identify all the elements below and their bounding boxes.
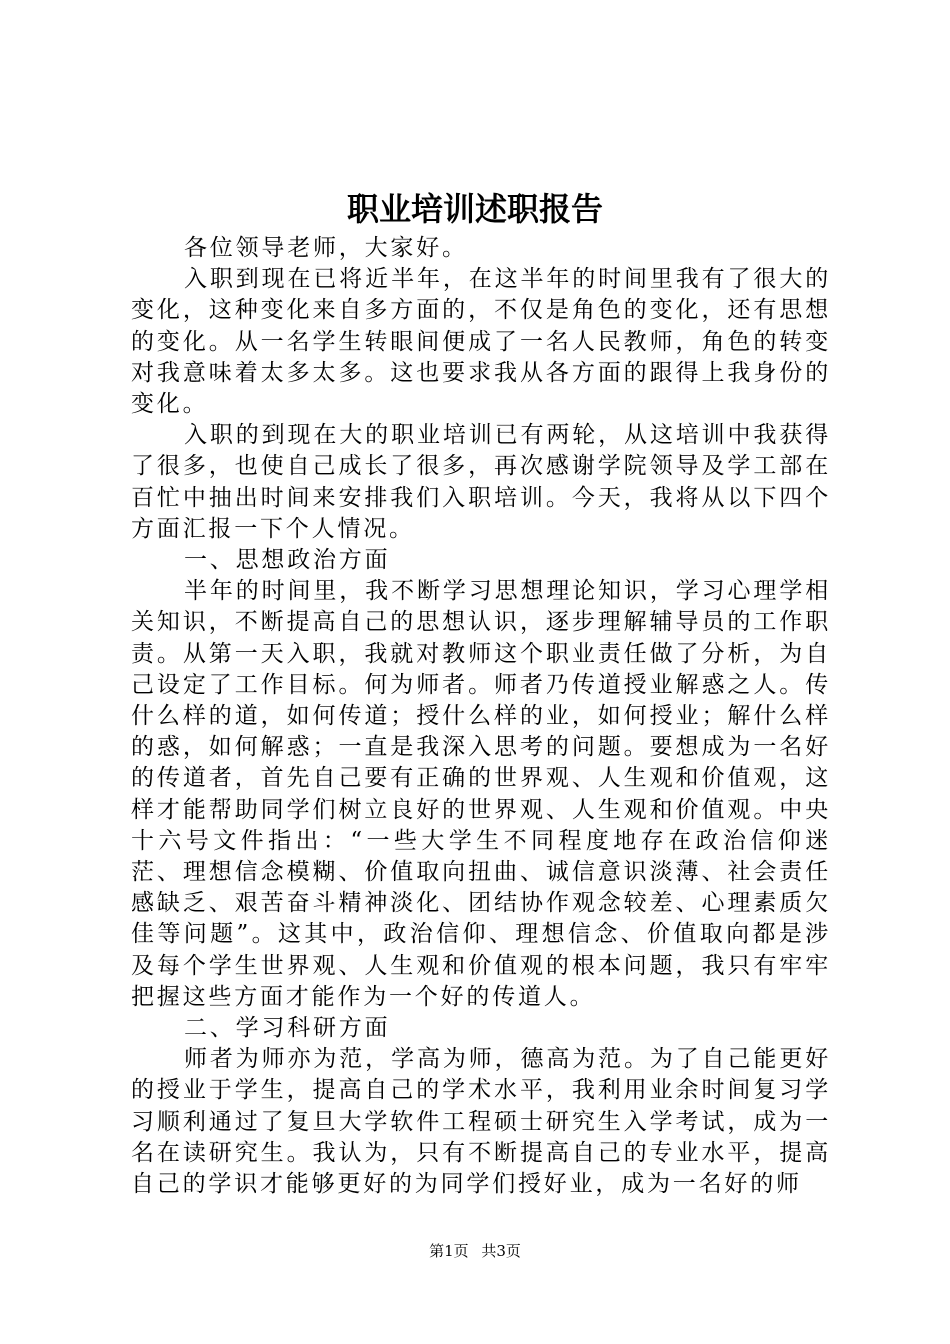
section-heading-ideology: 一、思想政治方面 <box>184 547 391 574</box>
paragraph-greeting: 各位领导老师，大家好。 <box>184 235 468 261</box>
page-footer <box>0 1241 950 1261</box>
paragraph-study: 师者为师亦为范，学高为师，德高为范。为了自己能更好的授业于学生，提高自己的学术水平，我利用业余时间复习学习顺利通过了复旦大学软件工程硕士研究生入学考试，成为一名在读研究生。我认为，只有不断提高自己的专业水平，提高自己的学识才能够更好的为同学们授好业，成为一名好的师 <box>131 1046 831 1198</box>
document-body <box>131 233 831 1200</box>
section-heading-study: 二、学习科研方面 <box>184 1015 391 1042</box>
paragraph-ideology: 半年的时间里，我不断学习思想理论知识，学习心理学相关知识，不断提高自己的思想认识，逐步理解辅导员的工作职责。从第一天入职，我就对教师这个职业责任做了分析，为自己设定了工作目标。何为师者。师者乃传道授业解惑之人。传什么样的道，如何传道；授什么样的业，如何授业；解什么样的惑，如何解惑；一直是我深入思考的问题。要想成为一名好的传道者，首先自己要有正确的世界观、人生观和价值观，这样才能帮助同学们树立良好的世界观、人生观和价值观。中央十六号文件指出：“一些大学生不同程度地存在政治信仰迷茫、理想信念模糊、价值取向扭曲、诚信意识淡薄、社会责任感缺乏、艰苦奋斗精神淡化、团结协作观念较差、心理素质欠佳等问题”。这其中，政治信仰、理想信念、价值取向都是涉及每个学生世界观、人生观和价值观的根本问题，我只有牢牢把握这些方面才能作为一个好的传道人。 <box>131 578 831 1010</box>
document-title: 职业培训述职报告 <box>346 190 603 228</box>
paragraph-training: 入职的到现在大的职业培训已有两轮，从这培训中我获得了很多，也使自己成长了很多，再次感谢学院领导及学工部在百忙中抽出时间来安排我们入职培训。今天，我将从以下四个方面汇报一下个人情况。 <box>131 422 831 542</box>
page-total: 共3页 <box>481 1242 521 1260</box>
page-number: 第1页 <box>429 1242 469 1260</box>
paragraph-intro: 入职到现在已将近半年，在这半年的时间里我有了很大的变化，这种变化来自多方面的，不仅是角色的变化，还有思想的变化。从一名学生转眼间便成了一名人民教师，角色的转变对我意味着太多太多。这也要求我从各方面的跟得上我身份的变化。 <box>131 266 831 418</box>
